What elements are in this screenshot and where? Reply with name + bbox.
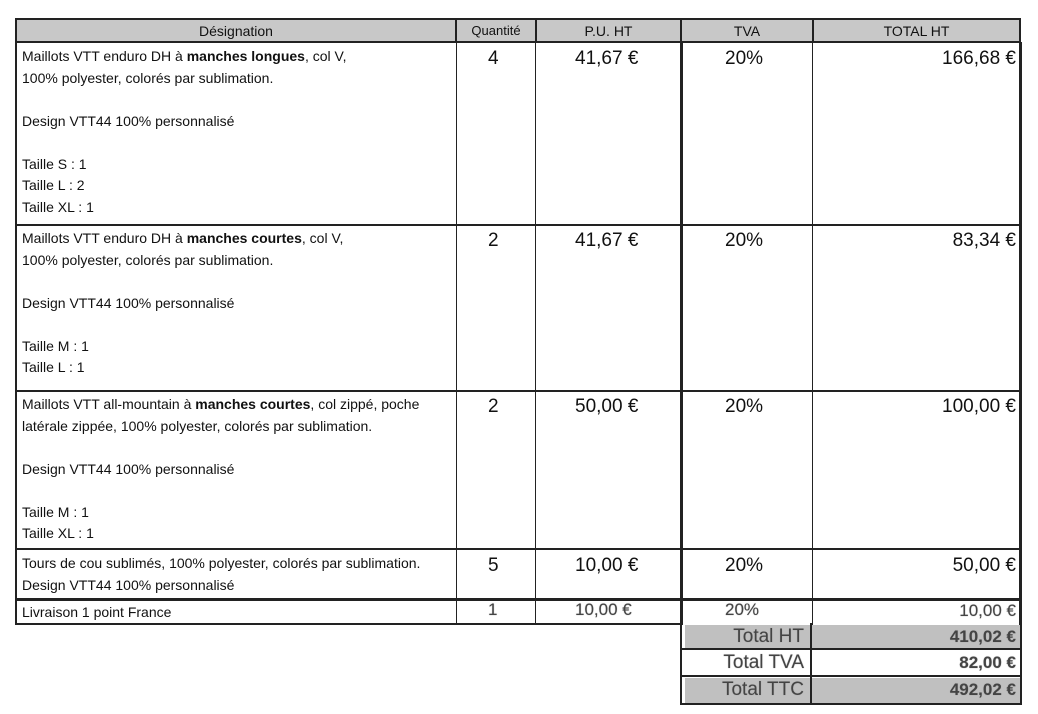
row-quantity: 2 xyxy=(488,230,499,251)
row-unit-price: 41,67 € xyxy=(575,230,639,251)
row-quantity: 4 xyxy=(488,48,499,69)
row-total: 10,00 € xyxy=(959,601,1016,620)
row-vat: 20% xyxy=(725,396,764,417)
row-total: 100,00 € xyxy=(942,396,1016,417)
row-vat: 20% xyxy=(725,230,764,251)
header-pu: P.U. HT xyxy=(535,18,682,43)
row-total: 50,00 € xyxy=(952,555,1016,576)
header-designation: Désignation xyxy=(15,18,457,43)
row-quantity: 5 xyxy=(488,555,499,576)
row-description: Tours de cou sublimés, 100% polyester, colorés par sublimation. Design VTT44 100% personnalisé xyxy=(22,555,421,593)
total-ht-label: Total HT xyxy=(685,625,810,648)
row-vat: 20% xyxy=(725,555,764,576)
total-tva-value: 82,00 € xyxy=(959,653,1016,672)
row-description: Maillots VTT enduro DH à manches courtes, col V, 100% polyester, colorés par sublimation. Design VTT44 100% personnalisé Taille M : 1 Taille L : 1 xyxy=(22,230,344,375)
row-unit-price: 41,67 € xyxy=(575,48,639,69)
row-vat: 20% xyxy=(725,48,764,69)
row-description: Maillots VTT enduro DH à manches longues, col V, 100% polyester, colorés par sublimation. Design VTT44 100% personnalisé Taille S : 1 Taille L : 2 Taille XL : 1 xyxy=(22,48,347,215)
total-ttc-label: Total TTC xyxy=(685,678,810,703)
row-description: Livraison 1 point France xyxy=(22,604,172,620)
header-quantite: Quantité xyxy=(455,18,537,43)
total-tva-label: Total TVA xyxy=(723,652,804,673)
row-quantity: 1 xyxy=(488,600,498,619)
row-unit-price: 50,00 € xyxy=(575,396,639,417)
row-quantity: 2 xyxy=(488,396,499,417)
total-ttc-value: 492,02 € xyxy=(812,678,1020,703)
total-ht-value: 410,02 € xyxy=(812,625,1020,648)
row-unit-price: 10,00 € xyxy=(575,555,639,576)
row-total: 166,68 € xyxy=(942,48,1016,69)
row-vat: 20% xyxy=(725,600,760,619)
row-total: 83,34 € xyxy=(952,230,1016,251)
header-tva: TVA xyxy=(680,18,814,43)
row-description: Maillots VTT all-mountain à manches courtes, col zippé, poche latérale zippée, 100% polyester, colorés par sublimation. Design VTT44 100% personnalisé Taille M : 1 Taille XL : 1 xyxy=(22,396,420,541)
header-total: TOTAL HT xyxy=(812,18,1021,43)
row-unit-price: 10,00 € xyxy=(575,600,632,619)
